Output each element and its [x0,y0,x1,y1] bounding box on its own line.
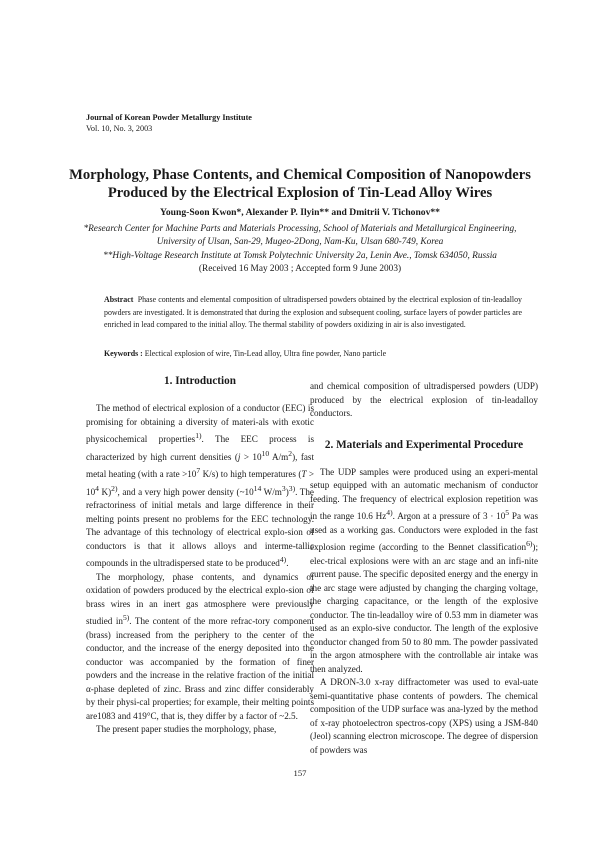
paragraph: The present paper studies the morphology, phase, [96,724,277,735]
paragraph: The method of electrical explosion of a conductor (EEC) is promising for obtaining a diversity of materi-als with exotic physicochemical properties$^{1)}$. The EEC process is characterized by high current densities ($j > 10^{10}$ $A/m^2$), fast metal heating (with a rate $>10^7$ K/s) to high temperatures ($T > 10^4$ K)$^{2)}$, and a very high power density ($\sim 10^{14}$ $W/m^3)^{3)}$. The refractoriness of initial metals and large difference in their melting points present no problems for the EEC technology. The advantage of this technology of electrical explo-sion of conductors is that it allows alloys and interme-tallic compounds in the ultradispersed state to be produced$^{4)}$. [86,403,315,569]
section-heading-methods: 2. Materials and Experimental Procedure [324,438,524,451]
title-line-1: Morphology, Phase Contents, and Chemical Composition of Nanopowders [69,167,531,183]
abstract-text: Phase contents and elemental composition of ultradispersed powders obtained by the electrical explosion of tin-leadalloy powders are investigated. It is demonstrated that during the explosion and subsequent cooling, surface layers of powder particles are enriched in lead compared to the initial alloy. The thermal stability of powders oxidizing in air is also investigated. [104,295,522,329]
section-heading-introduction: 1. Introduction [164,375,236,387]
abstract [104,294,522,332]
reference-mark: 4) [386,508,393,517]
paragraph: The UDP samples were produced using an experi-mental setup equipped with an automatic mechanism of conductor feeding. The frequency of electrical explosion repetition was in the range 10.6 Hz$^{4)}$. Argon at a pressure of $3 \cdot 10^5$ Pa was used as a working gas. Conductors were exploded in the fast explosion regime (according to the Bennet classification$^{6)}$); elec-trical explosions were with an arc stage and an infi-nite current pause. The specific deposited energy and the energy in the arc stage were adjusted by changing the charging voltage, the charging capacitance, or the length of the explosive conductor. The tin-leadalloy wire of 0.53 mm in diameter was used as an explo-sive conductor. The length of the explosive conductor changed from 50 to 80 mm. The powder passivated in the argon atmosphere with the controllable air intake was then analyzed. [310,466,538,674]
reference-mark: 3) [288,483,296,493]
reference-mark: 6) [526,539,533,549]
page-number: 157 [293,768,307,778]
paragraph: The morphology, phase contents, and dynamics of oxidation of powders produced by the electrical explo-sion of brass wires in an inert gas atmosphere were previously studied $in^{5)}$. The content of the more refrac-tory component (brass) increased from the periphery to the center of the conductor, and the increase of the energy deposited into the conductor was accompanied by the formation of finer powders and the increase in the relative fraction of the initial α-phase depleted of zinc. Brass and zinc differ considerably by their physi-cal properties; for example, their melting points are1083 and 419°C, that is, they differ by a factor of ~2.5. [86,571,314,721]
affiliations [60,223,540,263]
abstract-label: Abstract [104,295,134,304]
received-dates: (Received 16 May 2003 ; Accepted form 9 June 2003) [198,264,402,274]
reference-mark: 1) [195,431,202,440]
journal-volume: Vol. 10, No. 3, 2003 [86,123,153,133]
keywords-label: Keywords : [104,349,143,358]
author-list: Young-Soon Kwon*, Alexander P. Ilyin** and Dmitrii V. Tichonov** [160,207,440,218]
paper-title [60,166,540,202]
reference-mark: 5) [122,613,130,623]
affiliation-line-1: *Research Center for Machine Parts and Materials Processing, School of Materials and Metallurgical Engineering, [83,224,517,234]
keywords [104,348,522,359]
journal-name: Journal of Korean Powder Metallurgy Institute [86,113,252,122]
reference-mark: 2) [111,483,118,493]
title-line-2: Produced by the Electrical Explosion of Tin-Lead Alloy Wires [107,185,493,201]
paragraph: and chemical composition of ultradispersed powders (UDP) produced by the electrical explosion of tin-leadalloy conductors. [310,381,538,418]
right-column [310,380,538,757]
journal-header [86,113,252,134]
affiliation-line-2: University of Ulsan, San-29, Mugeo-2Dong, Nam-Ku, Ulsan 680-749, Korea [156,237,444,248]
keywords-text: Electical explosion of wire, Tin-Lead alloy, Ultra fine powder, Nano particle [144,349,387,358]
left-column [86,374,314,737]
reference-mark: 4) [279,555,287,565]
affiliation-line-3: **High-Voltage Research Institute at Tomsk Polytechnic University 2a, Lenin Ave., Tomsk 634050, Russia [103,250,497,261]
paragraph: A DRON-3.0 x-ray diffractometer was used to eval-uate semi-quantitative phase contents of powders. The chemical composition of the UDP surface was ana-lyzed by the method of x-ray photoelectron spectros-copy (XPS) using a JSM-840 (Jeol) scanning electron microscope. The degree of dispersion of powders was [310,677,538,755]
